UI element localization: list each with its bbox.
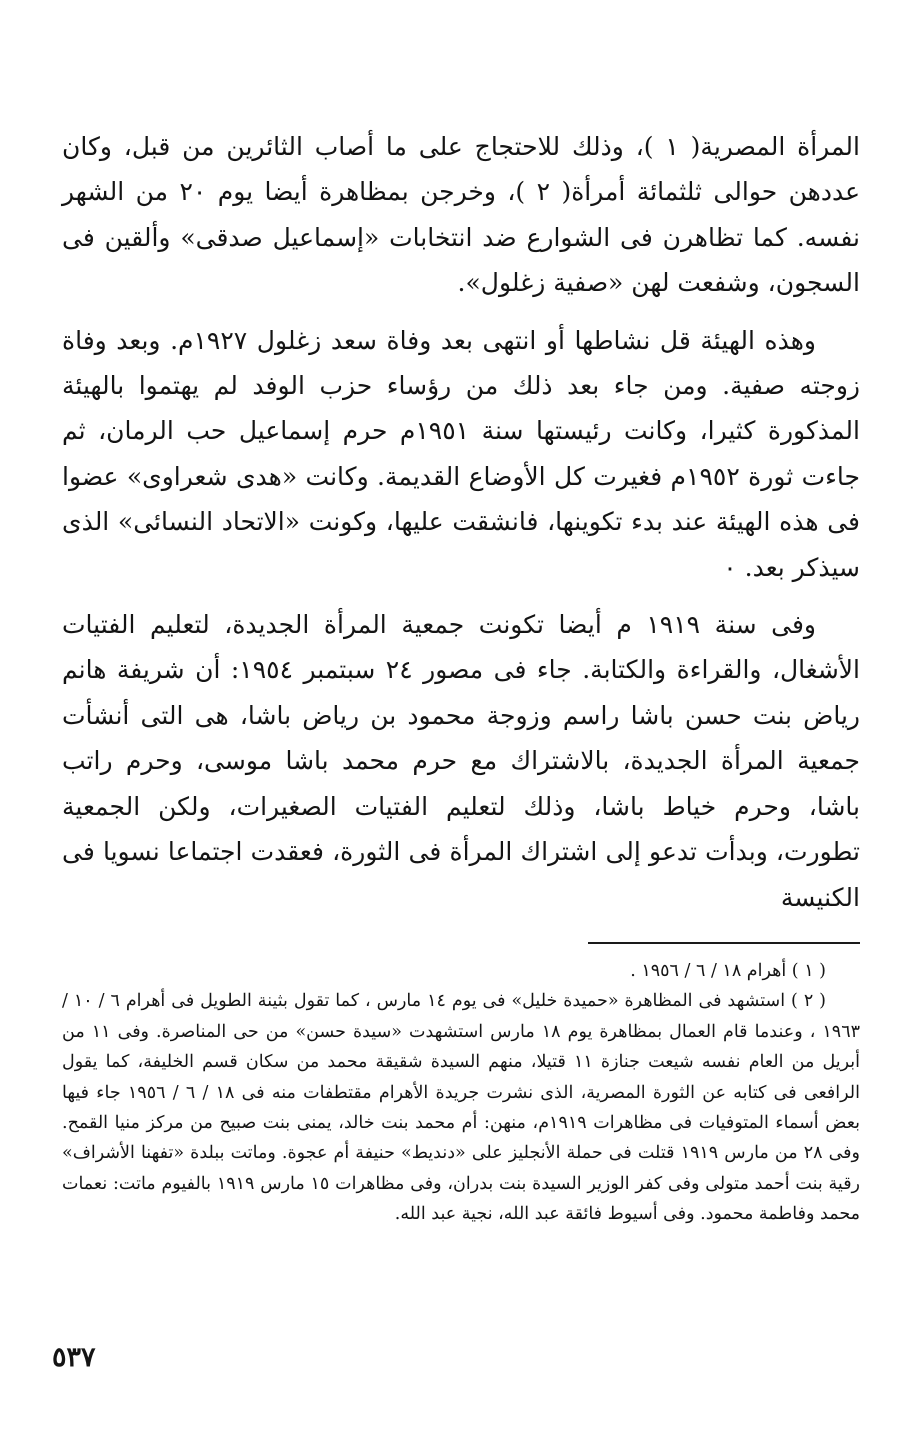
footnote-divider [588, 942, 860, 944]
paragraph-2: وهذه الهيئة قل نشاطها أو انتهى بعد وفاة سعد زغلول ١٩٢٧م. وبعد وفاة زوجته صفية. ومن جاء بعد ذلك من رؤساء حزب الوفد لم يهتموا بالهيئة المذكورة كثيرا، وكانت رئيستها سنة ١٩٥١م حرم إسماعيل حب الرمان، ثم جاءت ثورة ١٩٥٢م فغيرت كل الأوضاع القديمة. وكانت «هدى شعراوى» عضوا فى هذه الهيئة عند بدء تكوينها، فانشقت عليها، وكونت «الاتحاد النسائى» الذى سيذكر بعد. ٠ [62, 325, 860, 582]
page-number: ٥٣٧ [52, 1342, 96, 1373]
footnote-2: ( ٢ ) استشهد فى المظاهرة «حميدة خليل» فى يوم ١٤ مارس ، كما تقول بثينة الطويل فى أهرام ٦ / ١٠ / ١٩٦٣ ، وعندما قام العمال بمظاهرة يوم ١٨ مارس استشهدت «سيدة حسن» من حى المناصرة. وفى ١١ من أبريل من العام نفسه شيعت جنازة ١١ قتيلا، منهم السيدة شقيقة محمد من سكان قسم الخليفة، كما يقول الرافعى فى كتابه عن الثورة المصرية، الذى نشرت جريدة الأهرام مقتطفات منه فى ١٨ / ٦ / ١٩٥٦ جاء فيها بعض أسماء المتوفيات فى مظاهرات ١٩١٩م، منهن: أم محمد بنت خالد، يمنى بنت صبيح من مركز منيا القمح. وفى ٢٨ من مارس ١٩١٩ قتلت فى حملة الأنجليز على «دنديط» حنيفة أم عجوة. وماتت ببلدة «تفهنا الأشراف» رقية بنت أحمد متولى وفى كفر الوزير السيدة بنت بدران، وفى مظاهرات ١٥ مارس ١٩١٩ بالفيوم ماتت: نعمات محمد وفاطمة محمود. وفى أسيوط فائقة عبد الله، نجية عبد الله. [62, 991, 861, 1225]
paragraph-3: وفى سنة ١٩١٩ م أيضا تكونت جمعية المرأة الجديدة، لتعليم الفتيات الأشغال، والقراءة والكتابة. جاء فى مصور ٢٤ سبتمبر ١٩٥٤: أن شريفة هانم رياض بنت حسن باشا راسم وزوجة محمود بن رياض باشا، هى التى أنشأت جمعية المرأة الجديدة، بالاشتراك مع حرم محمد باشا موسى، وحرم راتب باشا، وحرم خياط باشا، وذلك لتعليم الفتيات الصغيرات، ولكن الجمعية تطورت، وبدأت تدعو إلى اشتراك المرأة فى الثورة، فعقدت اجتماعا نسويا فى الكنيسة [62, 610, 861, 912]
footnotes [62, 956, 860, 1230]
main-text [62, 124, 860, 920]
paragraph-1: المرأة المصرية( ١ )، وذلك للاحتجاج على ما أصاب الثائرين من قبل، وكان عددهن حوالى ثلثمائة أمرأة( ٢ )، وخرجن بمظاهرة أيضا يوم ٢٠ من الشهر نفسه. كما تظاهرن فى الشوارع ضد انتخابات «إسماعيل صدقى» وألقين فى السجون، وشفعت لهن «صفية زغلول». [62, 132, 860, 298]
footnote-1: ( ١ ) أهرام ١٨ / ٦ / ١٩٥٦ . [630, 961, 826, 981]
